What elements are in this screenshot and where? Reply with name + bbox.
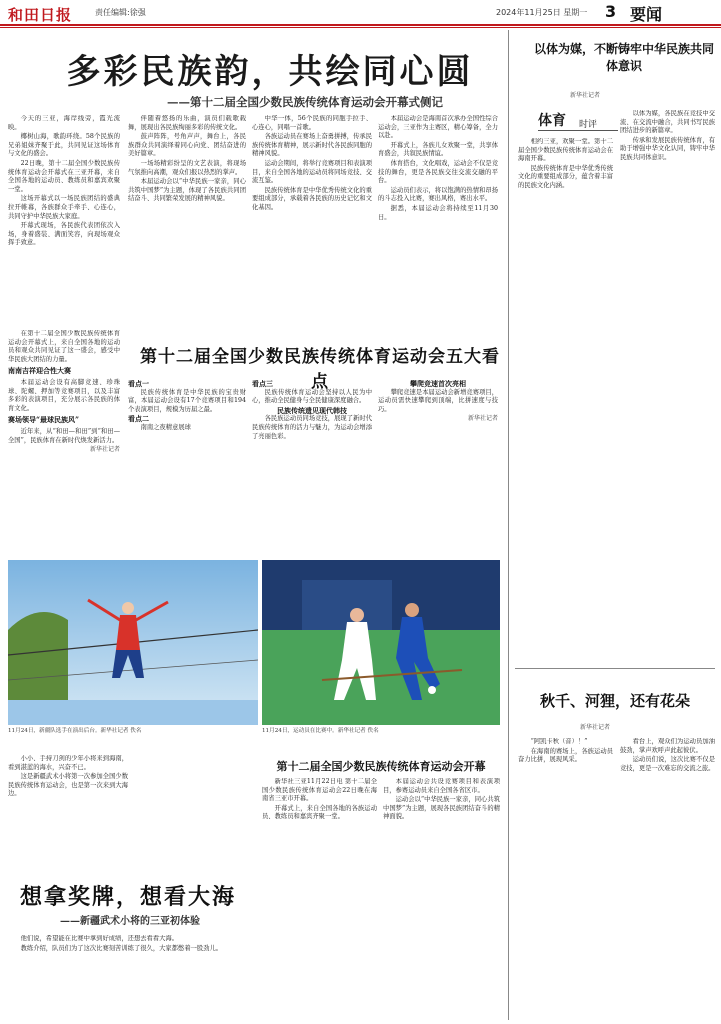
photo-caption-left: 11月24日，新疆队选手在演出后台。新华社记者 佚名 (8, 728, 142, 734)
sports-commentary-brand: 体育 (538, 113, 566, 129)
paragraph: 民族传统体育是中华民族的宝贵财富，本届运动会设有17个竞赛项目和194个表演项目，规模为历届之最。 (128, 388, 246, 413)
sidebar-subhead: 南南吉祥迎合性大赛 (8, 366, 71, 376)
sidebar-byline: 新华社记者 (89, 446, 120, 454)
paragraph: 椰树山海，歌韵环绕。58个民族的兄弟姐妹齐聚于此，共同见证这场体育与文化的盛会。 (8, 133, 120, 158)
commentary-byline: 新华社记者 (570, 92, 601, 99)
paragraph: 南南之夜精意展球 (140, 423, 191, 431)
commentary-headline: 以体为媒，不断铸牢中华民族共同体意识 (533, 42, 714, 73)
feature-subhead: 看点三 (252, 380, 273, 388)
acrobat-photo (8, 560, 258, 725)
paragraph: 本届运动会设有高脚竞速、珍珠球、陀螺、押加等竞赛项目，以及丰富多彩的表演项目，充分展示各民族的体育文化。 (8, 378, 120, 412)
paragraph: 本届运动会是海南首次承办全国性综合运动会，三亚作为主赛区，精心筹备，全力以赴。 (378, 115, 498, 140)
paragraph: 运动员们表示，将以饱满的热情和昂扬的斗志投入比赛，赛出风格，赛出水平。 (378, 186, 498, 203)
bottom-mid-col-1 (262, 778, 377, 1018)
sidebar-subhead-2: 赛场领导“最球民族风” (8, 415, 80, 425)
paragraph: 今天的三亚，海岸线旁，霞光流映。 (8, 115, 120, 131)
paragraph: 民族传统体育是中华优秀传统文化的重要组成部分，蕴含着丰富的民族文化内涵。 (518, 164, 613, 189)
second-feature-col-1 (518, 738, 613, 1018)
masthead-rule (0, 24, 721, 26)
masthead-rule-thin (0, 27, 721, 28)
feature-column-2 (252, 380, 372, 545)
paragraph: 运动会期间，将举行竞赛项目和表演项目，来自全国各地的运动员将同场竞技、交流互鉴。 (252, 159, 372, 185)
brand-underline (538, 130, 618, 131)
commentary-col-2 (620, 110, 715, 658)
lead-subheadline: ——第十二届全国少数民族传统体育运动会开幕式侧记 (167, 95, 443, 109)
photo-caption-right: 11月24日，运动员在比赛中。新华社记者 佚名 (262, 728, 379, 734)
paragraph: 攀爬竞速是本届运动会新增竞赛项目，运动员需快速攀爬到顶端，比拼速度与技巧。 (378, 388, 498, 413)
paragraph: 民族传统体育运动会坚持以人民为中心，推动全民健身与全民健康深度融合。 (252, 388, 372, 405)
feature-headline: 第十二届全国少数民族传统体育运动会五大看点 (140, 347, 500, 392)
paragraph: 近年来，从“和田—和田”到“和田—全国”，民族体育在新时代焕发新活力。 (8, 427, 120, 444)
paragraph: 运动会以“中华民族一家亲，同心共筑中国梦”为主题，展现各民族团结奋斗的精神面貌。 (383, 796, 500, 821)
bottom-left-headline: 想拿奖牌，想看大海 (20, 884, 237, 910)
paragraph: 他们说，希望能在比赛中拿到好成绩，还想去看看大海。 (20, 935, 179, 942)
football-photo (262, 560, 500, 725)
paragraph: 民族传统体育是中华优秀传统文化的重要组成部分，承载着各民族的历史记忆和文化基因。 (252, 186, 372, 211)
section-title: 要闻 (630, 5, 663, 24)
lead-column-2 (128, 115, 246, 355)
paragraph: 本届运动会以“中华民族一家亲，同心共筑中国梦”为主题，体现了各民族共同团结奋斗、共同繁荣发展的精神风貌。 (128, 178, 246, 203)
editor-credit: 责任编辑:徐强 (95, 8, 146, 17)
paragraph: 传承和发展民族传统体育，有助于增强中华文化认同，铸牢中华民族共同体意识。 (620, 136, 715, 161)
feature-column-1 (128, 380, 246, 545)
feature-byline: 新华社记者 (467, 415, 498, 423)
paragraph: 新华社三亚11月22日电 第十二届全国少数民族传统体育运动会22日晚在海南省三亚市开幕。 (262, 778, 377, 803)
paragraph: 教练介绍，队员们为了这次比赛刻苦训练了很久，大家都憋着一股劲儿。 (20, 944, 223, 952)
feature-column-3 (378, 380, 498, 545)
paragraph: 在第十二届全国少数民族传统体育运动会开幕式上，来自全国各地的运动员和观众共同见证了这一盛会，感受中华民族大团结的力量。 (8, 330, 120, 363)
paragraph: 小小、手持刀剑的少年小将来到海南，看到湛蓝的海水，兴奋不已。 (8, 755, 128, 771)
bottom-left-intro (8, 755, 128, 875)
paragraph: 开幕式上，各族儿女欢聚一堂，共享体育盛会，共叙民族情谊。 (378, 141, 498, 158)
paragraph: 22日晚，第十二届全国少数民族传统体育运动会开幕式在三亚开幕，来自全国各地的运动员、教练员和嘉宾欢聚一堂。 (8, 159, 120, 193)
paragraph: 一场场精彩纷呈的文艺表演，将现场气氛推向高潮，观众们报以热烈的掌声。 (128, 159, 246, 176)
paragraph: 本届运动会共设竞赛项目和表演项目，参赛运动员来自全国各省区市。 (383, 778, 500, 794)
paragraph: 开幕式现场，各民族代表团依次入场，身着盛装、满面笑容，向现场观众挥手致意。 (8, 222, 120, 247)
second-feature-byline: 新华社记者 (580, 724, 611, 731)
paragraph: 体育搭台，文化唱戏，运动会不仅是竞技的舞台，更是各民族交往交流交融的平台。 (378, 159, 498, 185)
paragraph: 各族运动员在赛场上奋勇拼搏，传承民族传统体育精神，展示新时代各民族同胞的精神风貌。 (252, 133, 372, 158)
paragraph: 运动员们说，这次比赛不仅是竞技，更是一次难忘的交流之旅。 (620, 756, 715, 772)
sports-commentary-brand-sub: 时评 (579, 120, 598, 130)
page-number: 3 (605, 2, 617, 21)
paragraph: 中华一体，56个民族的同胞手拉手、心连心，同唱一首歌。 (252, 115, 372, 131)
column-divider (508, 30, 509, 1020)
paragraph: 相约三亚，欢聚一堂。第十二届全国少数民族传统体育运动会在海南开幕。 (518, 138, 613, 163)
feature-subhead: 看点二 (128, 414, 149, 424)
lead-column-1 (8, 115, 120, 320)
lead-column-3 (252, 115, 372, 330)
lead-column-4 (378, 115, 498, 330)
paragraph: 各民族运动员同场竞技，展现了新时代民族传统体育的活力与魅力，为运动会增添了亮丽色彩。 (252, 415, 372, 440)
paragraph: 以体为媒，各民族在竞技中交流、在交流中融合，共同书写民族团结进步的新篇章。 (620, 110, 715, 135)
feature-subhead: 看点一 (128, 380, 149, 388)
paragraph: “阿凯卡秋（音）！” (530, 738, 588, 745)
dateline: 2024年11月25日 星期一 (496, 8, 588, 17)
second-feature-headline: 秋千、河狸，还有花朵 (539, 692, 690, 710)
paragraph: 据悉，本届运动会将持续至11月30日。 (378, 204, 498, 221)
bottom-mid-col-2 (383, 778, 500, 1018)
bottom-left-subheadline: ——新疆武术小将的三亚初体验 (60, 916, 200, 927)
paragraph: 鼓声阵阵，号角声声，舞台上，各民族群众共同演绎着同心向党、团结奋进的美好篇章。 (128, 133, 246, 158)
second-feature-col-2 (620, 738, 715, 1018)
paragraph: 在海南的赛场上，各族运动员奋力比拼，展现风采。 (518, 747, 613, 764)
newspaper-logo: 和田日报 (8, 6, 73, 24)
lead-sidebar (8, 330, 120, 545)
commentary-col-1 (518, 138, 613, 658)
bottom-left-body (8, 935, 258, 1020)
paragraph: 开幕式上，来自全国各地的各族运动员、教练员和嘉宾齐聚一堂。 (262, 804, 377, 821)
feature-subhead: 民族传统遗见现代韩技 (277, 405, 347, 415)
paragraph: 这场开幕式以一场民族团结的盛典拉开帷幕，各族群众手牵手、心连心，共同守护中华民族大家庭。 (8, 195, 120, 220)
feature-subhead: 攀爬竞速首次亮相 (410, 380, 466, 388)
paragraph: 看台上，观众们为运动员加油鼓劲，掌声欢呼声此起彼伏。 (620, 738, 715, 754)
lead-headline: 多彩民族韵，共绘同心圆 (66, 52, 474, 92)
bottom-mid-headline: 第十二届全国少数民族传统体育运动会开幕 (276, 760, 486, 773)
paragraph: 这是新疆武术小将第一次参加全国少数民族传统体育运动会，也是第一次来到大海边。 (8, 773, 128, 798)
section-divider (515, 668, 715, 669)
paragraph: 伴随着悠扬的乐曲，演员们载歌载舞，展现出各民族绚丽多彩的传统文化。 (128, 115, 246, 131)
